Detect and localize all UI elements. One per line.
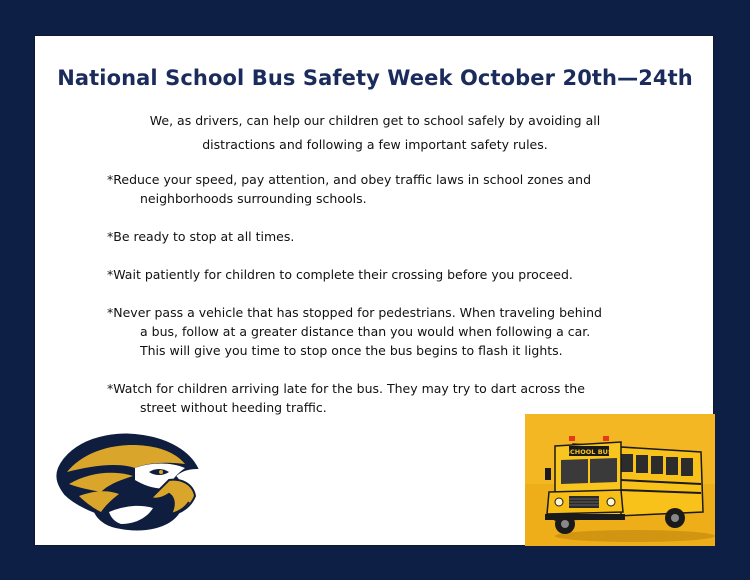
safety-rules-list xyxy=(107,170,627,436)
rule-line: *Watch for children arriving late for the bus. They may try to dart across the xyxy=(107,381,585,396)
rule-line: *Be ready to stop at all times. xyxy=(107,229,295,244)
safety-rule-never-pass xyxy=(107,303,627,360)
bus-sign-text: SCHOOL BUS xyxy=(565,448,613,456)
school-bus-photo xyxy=(525,414,715,546)
intro-line: distractions and following a few important safety rules. xyxy=(202,137,548,152)
school-bus-illustration xyxy=(525,414,715,546)
eagle-mascot-logo xyxy=(51,428,201,532)
rule-line: neighborhoods surrounding schools. xyxy=(140,191,367,206)
rule-line: This will give you time to stop once the bus begins to flash it lights. xyxy=(140,343,563,358)
safety-rule-wait xyxy=(107,265,627,284)
intro-line: We, as drivers, can help our children get to school safely by avoiding all xyxy=(149,113,601,128)
rule-line: *Reduce your speed, pay attention, and obey traffic laws in school zones and xyxy=(107,172,592,187)
rule-line: a bus, follow at a greater distance than you would when following a car. xyxy=(140,324,591,339)
rule-line: *Wait patiently for children to complete their crossing before you proceed. xyxy=(107,267,573,282)
flyer-card xyxy=(34,35,714,546)
rule-line: street without heeding traffic. xyxy=(140,400,327,415)
page-title: National School Bus Safety Week October 20th—24th xyxy=(57,66,693,90)
intro-paragraph xyxy=(35,109,715,157)
rule-line: *Never pass a vehicle that has stopped for pedestrians. When traveling behind xyxy=(107,305,602,320)
safety-rule-ready xyxy=(107,227,627,246)
safety-rule-speed xyxy=(107,170,627,208)
safety-rule-watch xyxy=(107,379,627,417)
